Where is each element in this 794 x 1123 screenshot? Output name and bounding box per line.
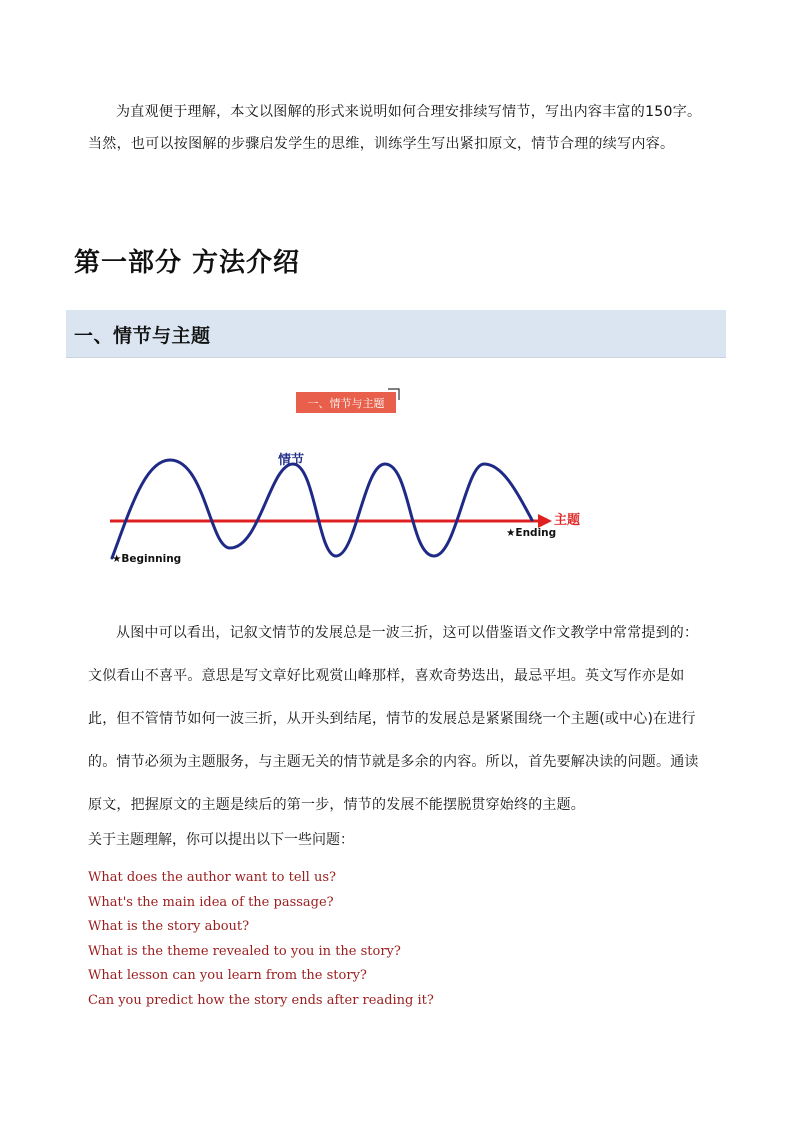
question-item: What's the main idea of the passage? [88, 894, 334, 910]
question-item: What does the author want to tell us? [88, 870, 336, 885]
intro-paragraph: 为直观便于理解，本文以图解的形式来说明如何合理安排续写情节，写出内容丰富的150字。当然，也可以按图解的步骤启发学生的思维，训练学生写出紧扣原文，情节合理的续写内容。 [88, 104, 702, 152]
question-item: Can you predict how the story ends after reading it? [88, 992, 434, 1008]
section-title: 一、情节与主题 [74, 325, 211, 347]
beginning-label: ★Beginning [112, 553, 182, 565]
figure-tag-text: 一、情节与主题 [307, 397, 385, 410]
theme-question-list [88, 866, 434, 1014]
theme-axis-arrowhead [538, 514, 552, 528]
plot-wave-label: 情节 [278, 453, 305, 468]
section-heading-bar [66, 310, 726, 358]
theme-axis-label: 主题 [554, 513, 581, 528]
plot-theme-figure [100, 380, 600, 580]
plot-wave-curve [112, 460, 532, 558]
question-item: What lesson can you learn from the story? [88, 968, 367, 984]
question-item: What is the theme revealed to you in the story? [88, 943, 401, 959]
part-title: 第一部分 方法介绍 [74, 248, 301, 278]
ending-label: ★Ending [506, 527, 557, 539]
explanation-paragraph: 从图中可以看出，记叙文情节的发展总是一波三折，这可以借鉴语文作文教学中常常提到的：文似看山不喜平。意思是写文章好比观赏山峰那样，喜欢奇势迭出，最忌平坦。英文写作亦是如此，但不管情节如何一波三折，从开头到结尾，情节的发展总是紧紧围绕一个主题(或中心)在进行的。情节必须为主题服务，与主题无关的情节就是多余的内容。所以，首先要解决读的问题。通读原文，把握原文的主题是续后的第一步，情节的发展不能摆脱贯穿始终的主题。 [88, 625, 699, 813]
question-item: What is the story about? [88, 919, 250, 935]
questions-lead: 关于主题理解，你可以提出以下一些问题： [88, 832, 354, 848]
